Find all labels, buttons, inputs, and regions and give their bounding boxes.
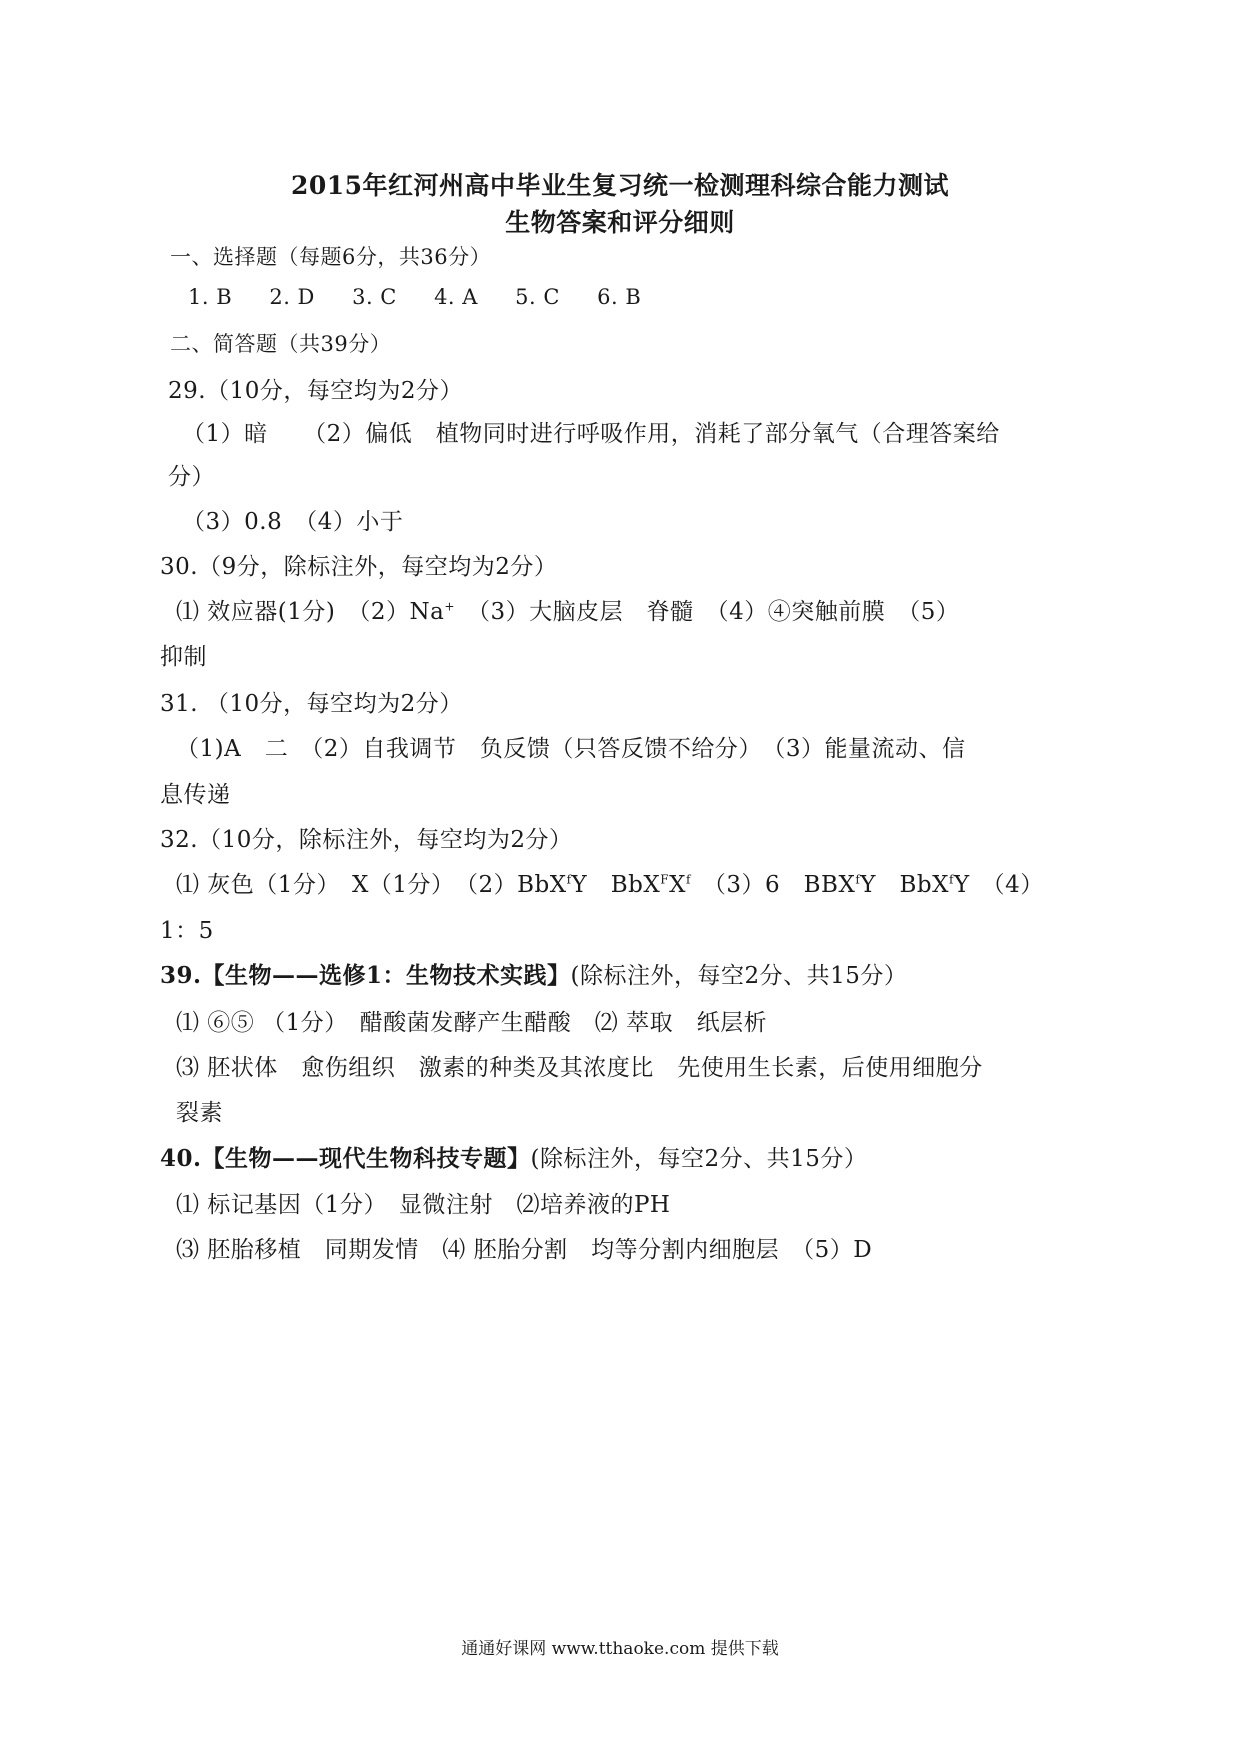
mc-answers (188, 285, 641, 309)
mc-answer-4: 4. A (434, 285, 478, 309)
page-subtitle: 生物答案和评分细则 (505, 208, 735, 237)
q39-line1: ⑴ ⑥⑤ （1分） 醋酸菌发酵产生醋酸 ⑵ 萃取 纸层析 (176, 1010, 768, 1036)
q40-header (160, 1140, 867, 1173)
q40-topic: 【生物——现代生物科技专题】 (201, 1145, 531, 1172)
mc-answer-3: 3. C (352, 285, 397, 309)
q30-header: 30.（9分，除标注外，每空均为2分） (160, 554, 558, 580)
q31-line2: 息传递 (160, 782, 231, 808)
mc-answer-5: 5. C (515, 285, 560, 309)
q39-topic: 【生物——选修1：生物技术实践】 (201, 962, 571, 989)
mc-answer-1: 1. B (188, 285, 233, 309)
footer-credit: 通通好课网 www.tthaoke.com 提供下载 (461, 1639, 779, 1659)
q29-line1: （1）暗 （2）偏低 植物同时进行呼吸作用，消耗了部分氧气（合理答案给 (182, 421, 1000, 447)
q30-line1: ⑴ 效应器(1分) （2）Na+ （3）大脑皮层 脊髓 （4）④突触前膜 （5） (176, 599, 960, 625)
q40-line1: ⑴ 标记基因（1分） 显微注射 ⑵培养液的PH (176, 1192, 671, 1218)
q40-note: (除标注外，每空2分、共15分） (530, 1146, 868, 1172)
q29-line3: （3）0.8 （4）小于 (182, 509, 404, 535)
q39-note: (除标注外，每空2分、共15分） (570, 963, 908, 989)
q39-header (160, 957, 907, 990)
q31-header: 31. （10分，每空均为2分） (160, 691, 463, 717)
mc-answer-2: 2. D (269, 285, 315, 309)
q29-header: 29.（10分，每空均为2分） (168, 378, 463, 404)
q32-line1: ⑴ 灰色（1分） X（1分） （2）BbX$^f$Y $BbX^FX^f$ （3）6 BBX$^f$Y BbX$^f$Y （4） (176, 872, 1044, 898)
q40-number: 40. (160, 1145, 202, 1172)
q39-line2: ⑶ 胚状体 愈伤组织 激素的种类及其浓度比 先使用生长素，后使用细胞分 (176, 1055, 983, 1081)
mc-answer-6: 6. B (597, 285, 642, 309)
q39-line3: 裂素 (176, 1100, 223, 1126)
q32-header: 32.（10分，除标注外，每空均为2分） (160, 827, 573, 853)
q30-line2: 抑制 (160, 644, 207, 670)
q29-line2: 分） (168, 464, 215, 490)
q39-number: 39. (160, 962, 202, 989)
section2-heading: 二、简答题（共39分） (170, 332, 392, 356)
q31-line1: （1)A 二 （2）自我调节 负反馈（只答反馈不给分） （3）能量流动、信 (176, 736, 966, 762)
page-title: 2015年红河州高中毕业生复习统一检测理科综合能力测试 (290, 171, 950, 200)
q32-line2: 1：5 (160, 918, 214, 944)
section1-heading: 一、选择题（每题6分，共36分） (170, 245, 492, 269)
q40-line2: ⑶ 胚胎移植 同期发情 ⑷ 胚胎分割 均等分割内细胞层 （5）D (176, 1237, 873, 1263)
